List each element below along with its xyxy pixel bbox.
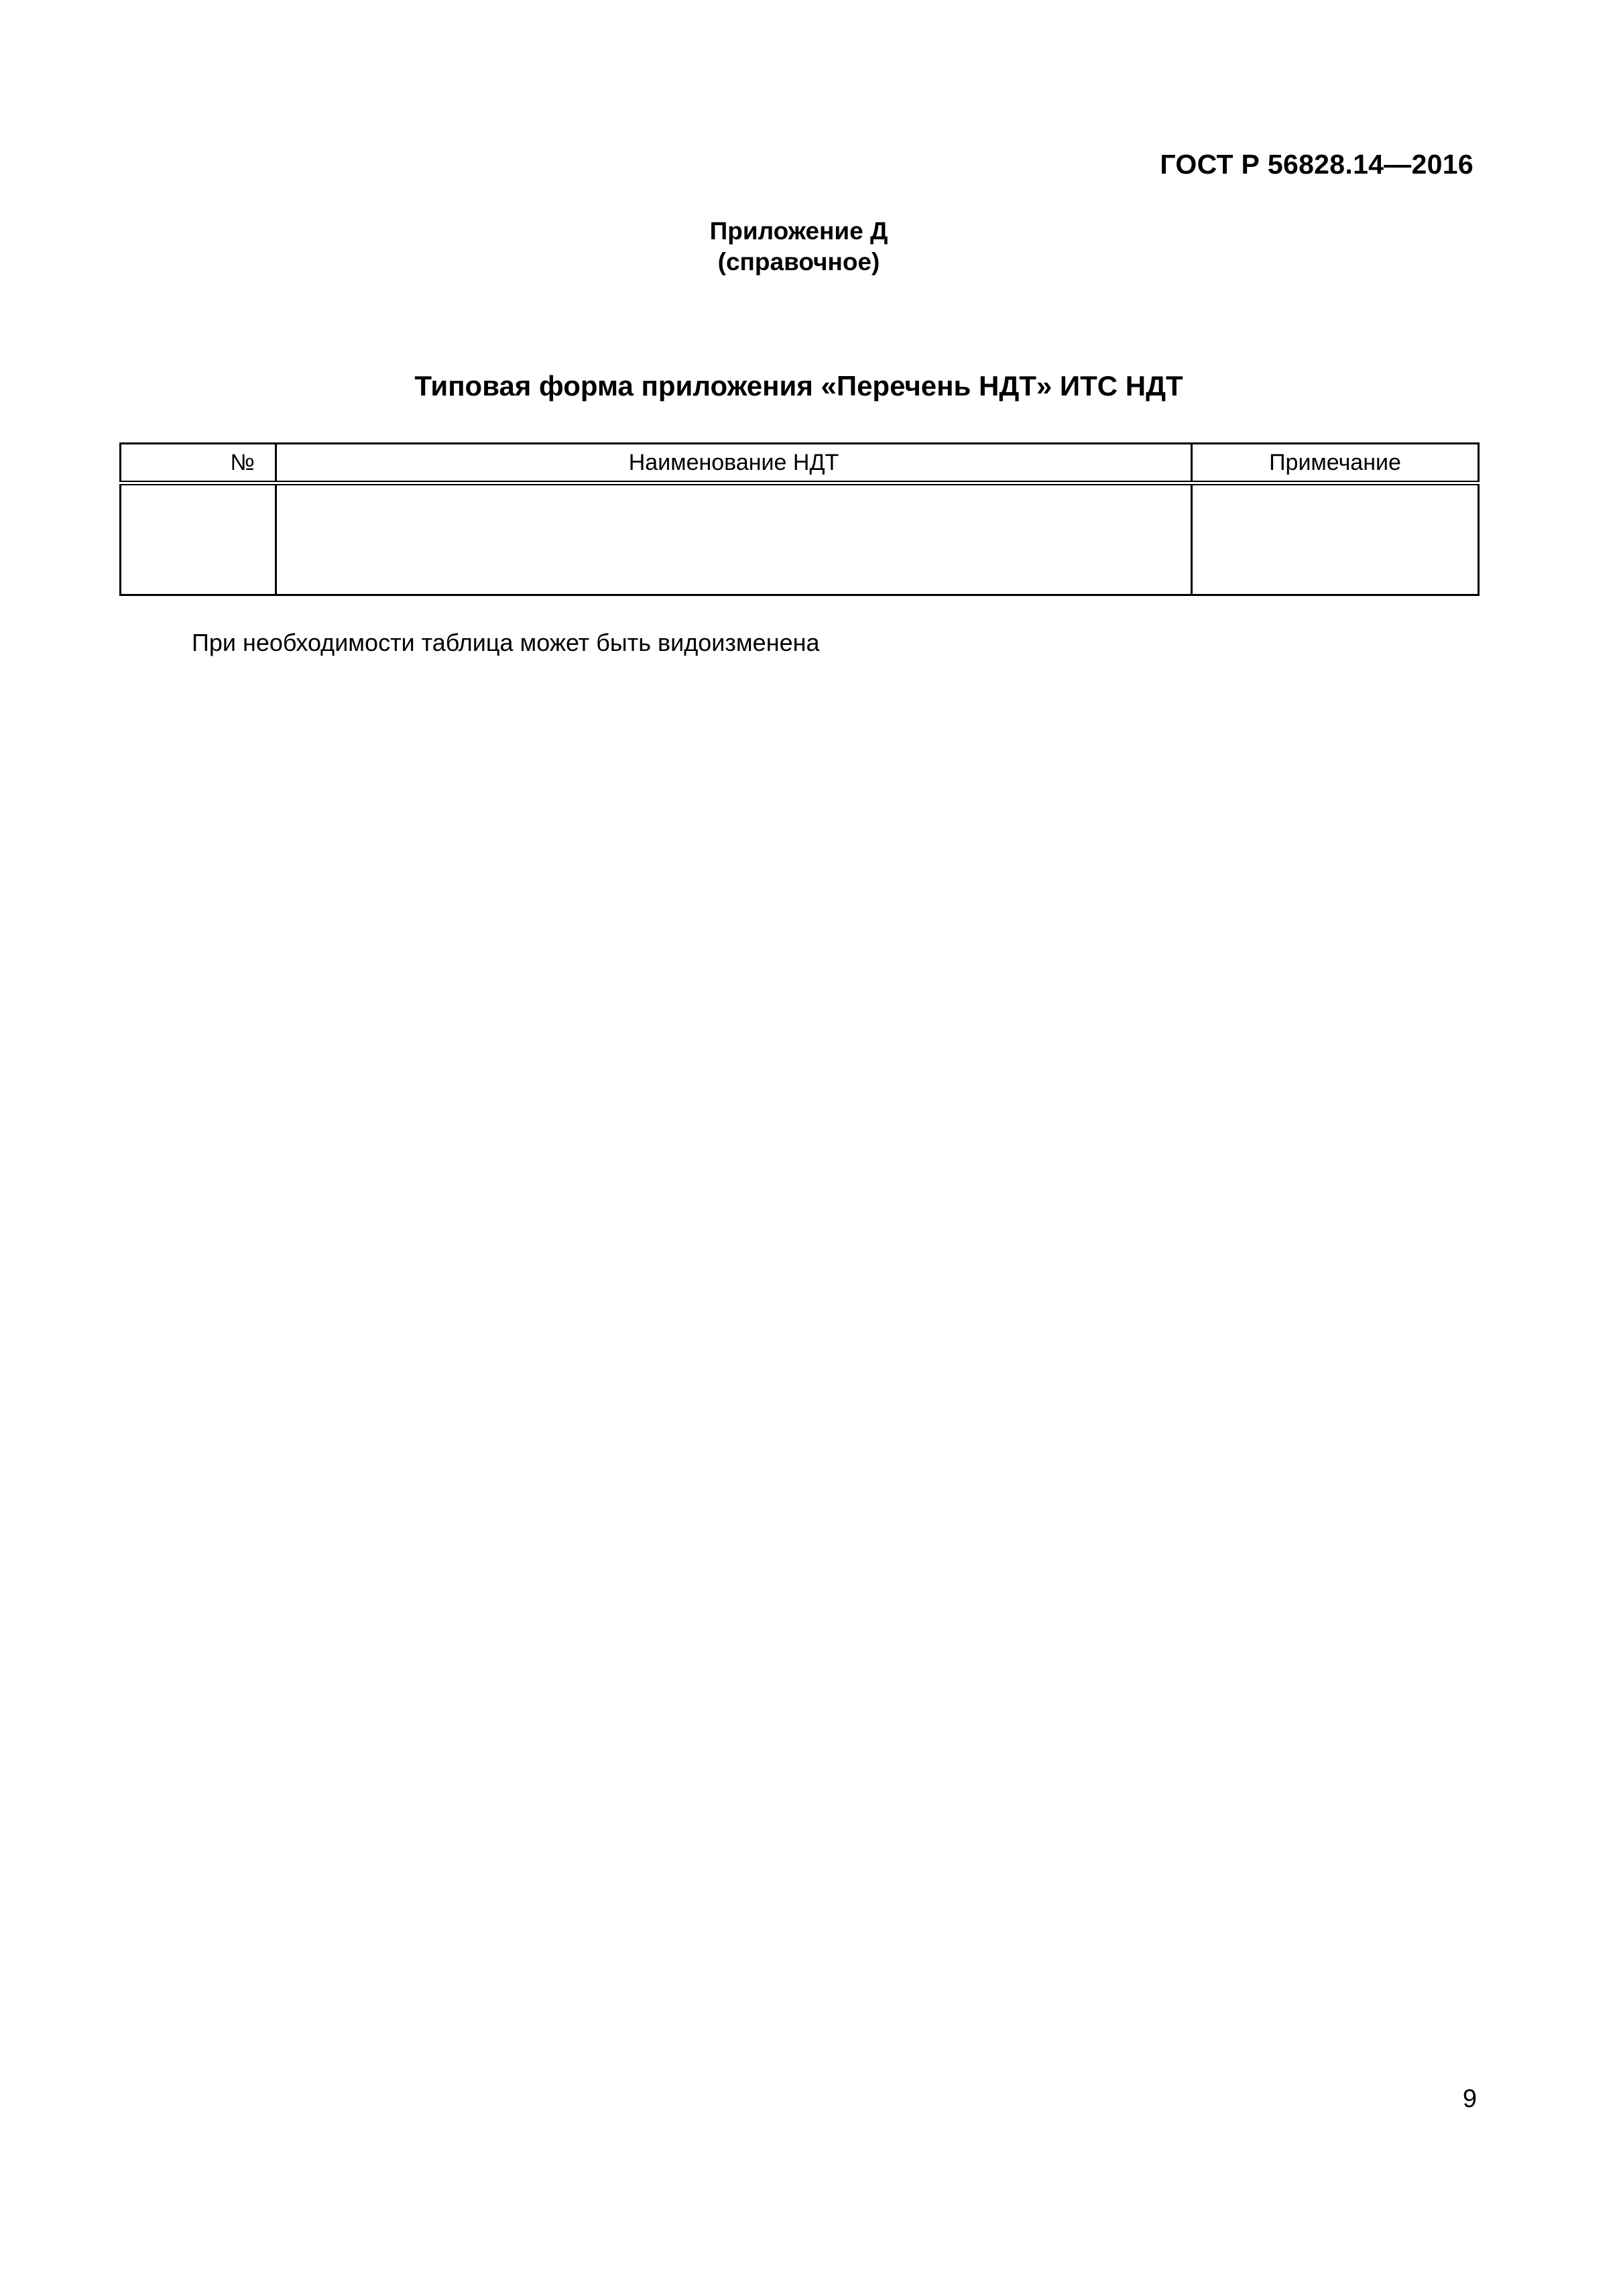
table-note: При необходимости таблица может быть видоизменена (192, 629, 820, 656)
table-row (121, 483, 1479, 595)
table-cell-number (121, 483, 276, 595)
document-code: ГОСТ Р 56828.14—2016 (1160, 149, 1474, 180)
table-cell-name (276, 483, 1192, 595)
annex-status: (справочное) (717, 248, 880, 276)
form-title: Типовая форма приложения «Перечень НДТ» ИТС НДТ (414, 370, 1183, 402)
table-cell-note (1192, 483, 1479, 595)
column-header-number: № (121, 444, 276, 483)
annex-title: Приложение Д (709, 217, 888, 245)
form-table (119, 442, 1480, 596)
column-header-note: Примечание (1192, 444, 1479, 483)
table-header-row (121, 444, 1479, 483)
page-number: 9 (1462, 2085, 1477, 2113)
column-header-name: Наименование НДТ (276, 444, 1192, 483)
annex-heading (0, 216, 1598, 278)
